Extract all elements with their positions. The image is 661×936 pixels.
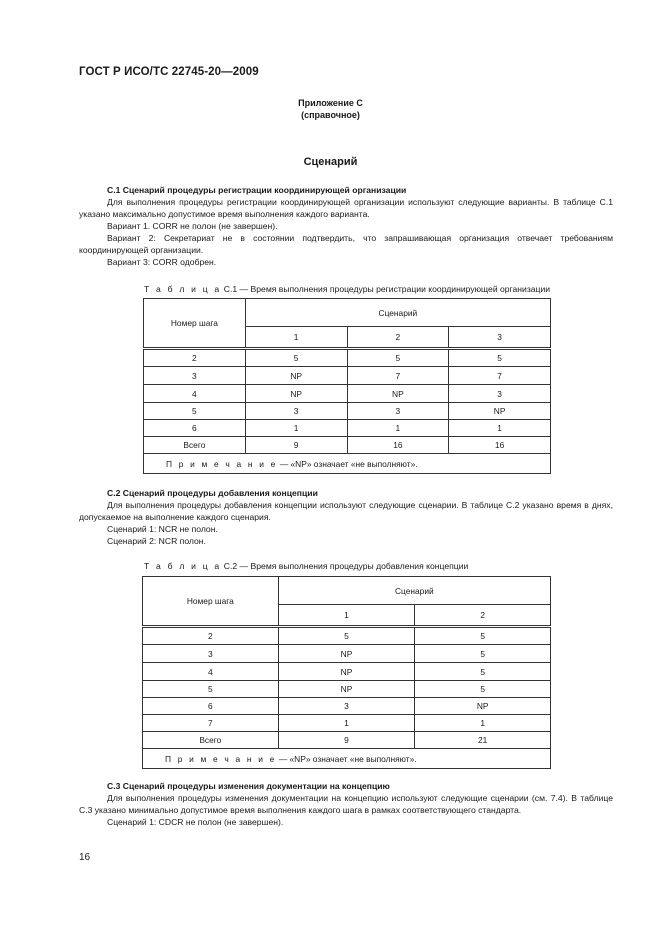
- table-cell: 3: [347, 403, 449, 420]
- table-cell: NP: [278, 663, 415, 681]
- table1-caption-label: Т а б л и ц а: [144, 284, 222, 294]
- table-cell: 6: [144, 420, 246, 437]
- table-cell: 5: [415, 681, 551, 698]
- table2-note-label: П р и м е ч а н и е: [165, 753, 277, 764]
- table-cell: 1: [245, 420, 347, 437]
- table-row: [144, 367, 551, 385]
- table-row: [144, 403, 551, 420]
- table-row: [143, 627, 551, 645]
- table-cell: NP: [449, 403, 551, 420]
- section-c1-variant-3: Вариант 3: CORR одобрен.: [107, 257, 217, 267]
- table-cell: NP: [347, 385, 449, 403]
- table2-header-scenario: Сценарий: [278, 577, 550, 605]
- table1-subheader: 1: [245, 327, 347, 349]
- table-cell: 3: [278, 698, 415, 715]
- table-cell: 5: [143, 681, 279, 698]
- page-number: 16: [79, 852, 91, 863]
- table-cell: 9: [278, 732, 415, 749]
- table-cell: 1: [278, 715, 415, 732]
- table2-caption-label: Т а б л и ц а: [144, 561, 222, 571]
- table-row-total: [143, 732, 551, 749]
- table-row: [143, 645, 551, 663]
- table-cell: NP: [278, 681, 415, 698]
- table1-subheader: 3: [449, 327, 551, 349]
- table-cell: 1: [347, 420, 449, 437]
- table-cell: 1: [415, 715, 551, 732]
- table-cell: 7: [449, 367, 551, 385]
- table-cell: 16: [449, 437, 551, 454]
- table1-caption: [144, 283, 550, 295]
- table-cell: Всего: [143, 732, 279, 749]
- section-c2-heading: С.2 Сценарий процедуры добавления концепции: [107, 488, 318, 498]
- annex-type: (справочное): [301, 110, 360, 120]
- table-cell: 5: [278, 627, 415, 645]
- table1-subheader: 2: [347, 327, 449, 349]
- table-cell: 2: [144, 349, 246, 367]
- table-row: [144, 385, 551, 403]
- section-c3-paragraph: Для выполнения процедуры изменения документации на концепцию используют следующие сценарии (см. 7.4). В таблице С.3 указано минимально допустимое время выполнения каждого шага в рамках соответствующего стандарта.: [79, 793, 613, 815]
- table2-subheader: 2: [415, 605, 551, 627]
- table1-header-scenario: Сценарий: [245, 299, 550, 327]
- section-c1-variant-1: Вариант 1. CORR не полон (не завершен).: [107, 221, 278, 231]
- section-c1-variant-2: Вариант 2: Секретариат не в состоянии подтвердить, что запрашивающая организация отвечает требованиям координирующей организации.: [79, 233, 613, 255]
- table2-header-step: Номер шага: [143, 577, 279, 627]
- table-row: [143, 715, 551, 732]
- section-c3-heading: С.3 Сценарий процедуры изменения документации на концепцию: [107, 781, 390, 791]
- table-cell: NP: [245, 385, 347, 403]
- table-cell: 21: [415, 732, 551, 749]
- section-c1-paragraph: Для выполнения процедуры регистрации координирующей организации используют следующие варианты. В таблице С.1 указано максимально допустимое время выполнения каждого варианта.: [79, 197, 613, 219]
- section-c3-scenario-1: Сценарий 1: CDCR не полон (не завершен).: [107, 817, 284, 827]
- section-c1-heading: С.1 Сценарий процедуры регистрации координирующей организации: [107, 185, 407, 195]
- table-cell: 6: [143, 698, 279, 715]
- section-c2: [79, 487, 613, 547]
- table1: [143, 298, 551, 474]
- table-cell: Всего: [144, 437, 246, 454]
- table-cell: 1: [449, 420, 551, 437]
- table1-note: [144, 454, 551, 474]
- section-c1: [79, 184, 613, 268]
- table-cell: 3: [143, 645, 279, 663]
- table-cell: 3: [245, 403, 347, 420]
- table-cell: 5: [245, 349, 347, 367]
- table-row: [144, 349, 551, 367]
- table-row: [143, 698, 551, 715]
- section-c2-scenario-2: Сценарий 2: NCR полон.: [107, 536, 206, 546]
- table1-note-text: — «NP» означает «не выполняют».: [277, 458, 418, 469]
- table2-caption-text: С.2 — Время выполнения процедуры добавления концепции: [223, 561, 469, 571]
- table-cell: 5: [415, 663, 551, 681]
- section-c2-scenario-1: Сценарий 1: NCR не полон.: [107, 524, 218, 534]
- table2-subheader: 1: [278, 605, 415, 627]
- section-title: Сценарий: [303, 156, 358, 168]
- document-header: ГОСТ Р ИСО/ТС 22745-20—2009: [79, 66, 259, 78]
- table-cell: NP: [245, 367, 347, 385]
- table-cell: 5: [347, 349, 449, 367]
- table-cell: 3: [144, 367, 246, 385]
- annex-title: Приложение С: [298, 98, 363, 108]
- table2-note-text: — «NP» означает «не выполняют».: [276, 753, 417, 764]
- table2: [142, 576, 551, 769]
- table-cell: 4: [143, 663, 279, 681]
- table-cell: 5: [415, 645, 551, 663]
- table-cell: 7: [143, 715, 279, 732]
- table-row: [143, 663, 551, 681]
- table-cell: 5: [415, 627, 551, 645]
- table-cell: 16: [347, 437, 449, 454]
- table1-header-step: Номер шага: [144, 299, 246, 349]
- table-cell: 9: [245, 437, 347, 454]
- table-cell: 7: [347, 367, 449, 385]
- table-row: [144, 420, 551, 437]
- table1-note-label: П р и м е ч а н и е: [166, 458, 278, 469]
- table-row-total: [144, 437, 551, 454]
- table-cell: 5: [144, 403, 246, 420]
- section-c3: [79, 780, 613, 828]
- table-cell: 5: [449, 349, 551, 367]
- table-cell: NP: [278, 645, 415, 663]
- table1-caption-text: С.1 — Время выполнения процедуры регистрации координирующей организации: [223, 284, 551, 294]
- table2-note: [143, 749, 551, 769]
- table2-caption: [144, 560, 468, 572]
- table-row: [143, 681, 551, 698]
- table-cell: 4: [144, 385, 246, 403]
- section-c2-paragraph: Для выполнения процедуры добавления концепции используют следующие сценарии. В таблице С.2 указано время в днях, допускаемое на выполнение каждого сценария.: [79, 500, 613, 522]
- table-cell: 2: [143, 627, 279, 645]
- table-cell: NP: [415, 698, 551, 715]
- table-cell: 3: [449, 385, 551, 403]
